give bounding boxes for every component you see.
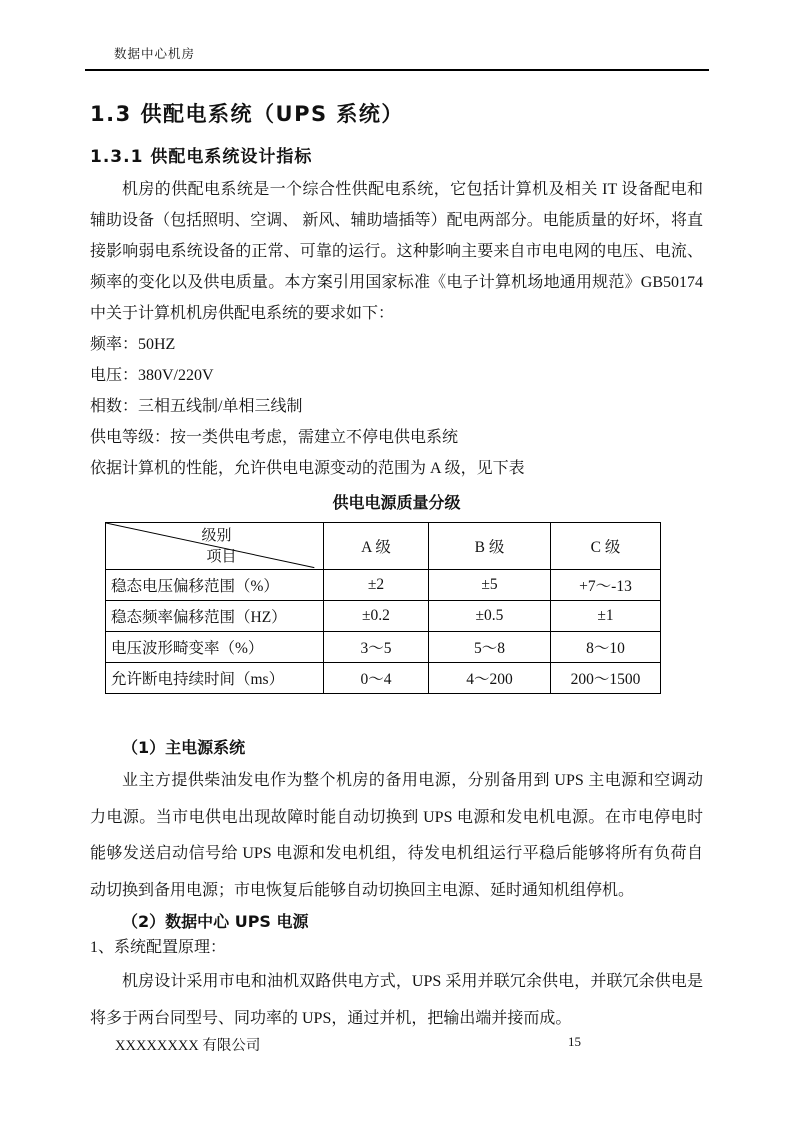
cell-value: ±0.5 bbox=[429, 601, 551, 632]
row-label: 电压波形畸变率（%） bbox=[106, 632, 324, 663]
subsection-heading-ups-power: （2）数据中心 UPS 电源 bbox=[122, 912, 309, 931]
cell-value: 0～4 bbox=[324, 663, 429, 694]
cell-value: +7～-13 bbox=[551, 570, 661, 601]
cell-value: 8～10 bbox=[551, 632, 661, 663]
corner-label-item: 项目 bbox=[206, 548, 237, 565]
cell-value: ±1 bbox=[551, 601, 661, 632]
row-label: 稳态频率偏移范围（HZ） bbox=[106, 601, 324, 632]
table-row bbox=[106, 601, 661, 632]
column-header-c: C 级 bbox=[551, 523, 661, 570]
column-header-a: A 级 bbox=[324, 523, 429, 570]
table-row bbox=[106, 632, 661, 663]
table-corner-cell bbox=[106, 523, 324, 570]
cell-value: 200～1500 bbox=[551, 663, 661, 694]
table-header-row bbox=[106, 523, 661, 570]
cell-value: 5～8 bbox=[429, 632, 551, 663]
subsection-title: 1.3.1 供配电系统设计指标 bbox=[90, 147, 313, 167]
spec-frequency: 频率：50HZ bbox=[90, 336, 176, 353]
header-title: 数据中心机房 bbox=[114, 47, 196, 61]
spec-supply-class: 供电等级：按一类供电考虑，需建立不停电供电系统 bbox=[90, 429, 459, 446]
cell-value: ±0.2 bbox=[324, 601, 429, 632]
cell-value: ±2 bbox=[324, 570, 429, 601]
main-power-paragraph: 业主方提供柴油发电作为整个机房的备用电源，分别备用到 UPS 主电源和空调动力电源。当市电供电出现故障时能自动切换到 UPS 电源和发电机电源。在市电停电时能够发送启动信号给 UPS 电源和发电机组，待发电机组运行平稳后能够将所有负荷自动切换到备用电源；市电恢复后能够自动切换回主电源、延时通知机组停机。 bbox=[90, 772, 703, 899]
cell-value: ±5 bbox=[429, 570, 551, 601]
section-title: 1.3 供配电系统（UPS 系统） bbox=[90, 102, 404, 126]
footer-company: XXXXXXXX 有限公司 bbox=[115, 1038, 261, 1054]
power-quality-table bbox=[105, 522, 661, 694]
spec-voltage: 电压：380V/220V bbox=[90, 367, 214, 384]
config-principle-label: 1、系统配置原理： bbox=[90, 939, 227, 956]
row-label: 稳态电压偏移范围（%） bbox=[106, 570, 324, 601]
table-row bbox=[106, 663, 661, 694]
spec-phases: 相数：三相五线制/单相三线制 bbox=[90, 398, 303, 415]
cell-value: 3～5 bbox=[324, 632, 429, 663]
row-label: 允许断电持续时间（ms） bbox=[106, 663, 324, 694]
column-header-b: B 级 bbox=[429, 523, 551, 570]
spec-table-note: 依据计算机的性能，允许供电电源变动的范围为 A 级，见下表 bbox=[90, 460, 525, 477]
ups-config-paragraph: 机房设计采用市电和油机双路供电方式，UPS 采用并联冗余供电，并联冗余供电是将多于两台同型号、同功率的 UPS，通过并机，把输出端并接而成。 bbox=[90, 973, 703, 1027]
page-header bbox=[85, 0, 709, 71]
cell-value: 4～200 bbox=[429, 663, 551, 694]
table-title: 供电电源质量分级 bbox=[332, 493, 461, 512]
subsection-heading-main-power: （1）主电源系统 bbox=[122, 738, 246, 757]
intro-paragraph: 机房的供配电系统是一个综合性供配电系统，它包括计算机及相关 IT 设备配电和辅助设备（包括照明、空调、 新风、辅助墙插等）配电两部分。电能质量的好坏，将直接影响弱电系统设备的正常、可靠的运行。这种影响主要来自市电电网的电压、电流、频率的变化以及供电质量。本方案引用国家标准《电子计算机场地通用规范》GB50174 中关于计算机机房供配电系统的要求如下： bbox=[90, 181, 703, 322]
table-row bbox=[106, 570, 661, 601]
corner-label-class: 级别 bbox=[201, 527, 232, 544]
page-number: 15 bbox=[568, 1034, 581, 1049]
document-body bbox=[0, 101, 793, 1037]
page-footer bbox=[0, 1034, 793, 1058]
